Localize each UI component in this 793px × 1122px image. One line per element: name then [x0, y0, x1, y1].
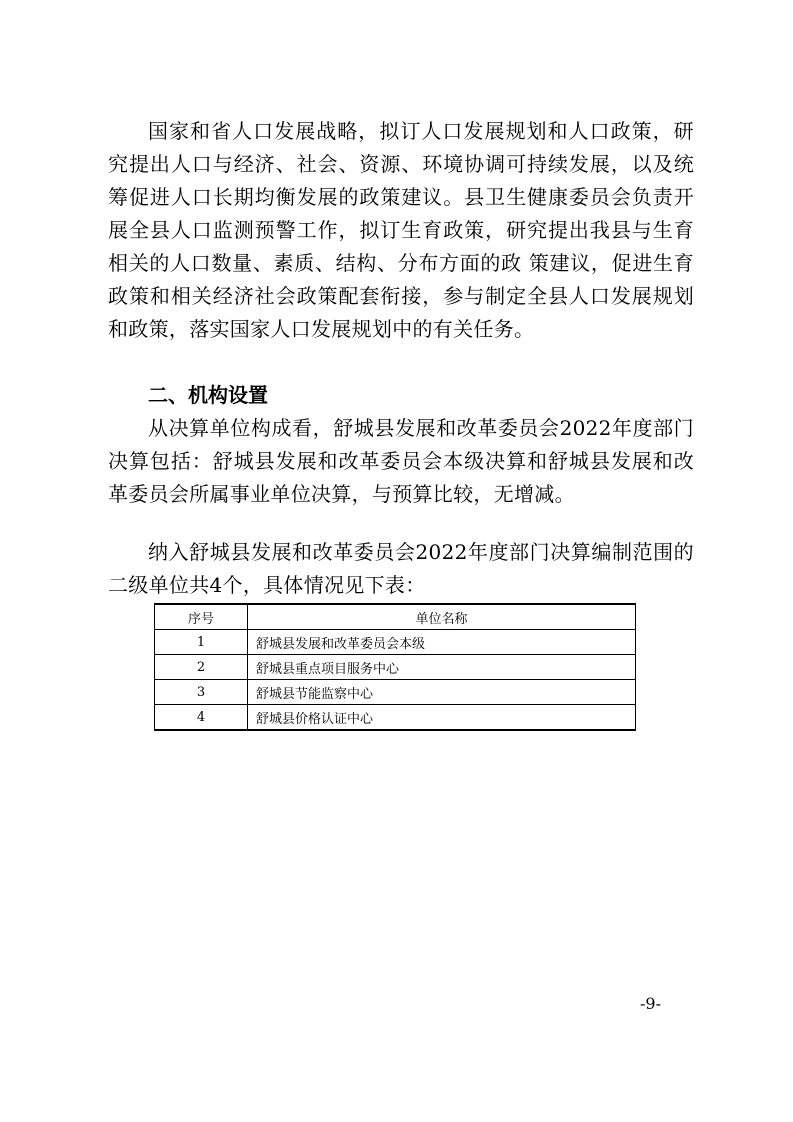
paragraph-population-policy: 国家和省人口发展战略，拟订人口发展规划和人口政策，研究提出人口与经济、社会、资源、环境协调可持续发展，以及统筹促进人口长期均衡发展的政策建议。县卫生健康委员会负责开展全县人口监测预警工作，拟订生育政策，研究提出我县与生育相关的人口数量、素质、结构、分布方面的政 策建议，促进生育政策和相关经济社会政策配套衔接，参与制定全县人口发展规划和政策，落实国家人口发展规划中的有关任务。: [108, 119, 694, 341]
paragraph-budget-units: 从决算单位构成看，舒城县发展和改革委员会2022年度部门决算包括：舒城县发展和改革委员会本级决算和舒城县发展和改革委员会所属事业单位决算，与预算比较，无增减。: [108, 416, 694, 506]
header-serial-number: 序号: [155, 604, 248, 630]
table-row: [155, 655, 636, 680]
row-unit-name: 舒城县价格认证中心: [248, 705, 636, 731]
row-unit-name: 舒城县发展和改革委员会本级: [248, 630, 636, 655]
units-table: [154, 603, 636, 731]
row-serial-number: 1: [155, 630, 248, 655]
section-heading-organization: 二、机构设置: [148, 383, 268, 407]
row-serial-number: 3: [155, 680, 248, 705]
table-row: [155, 705, 636, 731]
row-unit-name: 舒城县重点项目服务中心: [248, 655, 636, 680]
table-row: [155, 680, 636, 705]
paragraph-secondary-units: 纳入舒城县发展和改革委员会2022年度部门决算编制范围的二级单位共4个，具体情况见下表：: [108, 540, 694, 597]
table-header-row: [155, 604, 636, 630]
row-serial-number: 2: [155, 655, 248, 680]
page-number: -9-: [640, 994, 661, 1013]
table-row: [155, 630, 636, 655]
header-unit-name: 单位名称: [248, 604, 636, 630]
row-unit-name: 舒城县节能监察中心: [248, 680, 636, 705]
row-serial-number: 4: [155, 705, 248, 731]
